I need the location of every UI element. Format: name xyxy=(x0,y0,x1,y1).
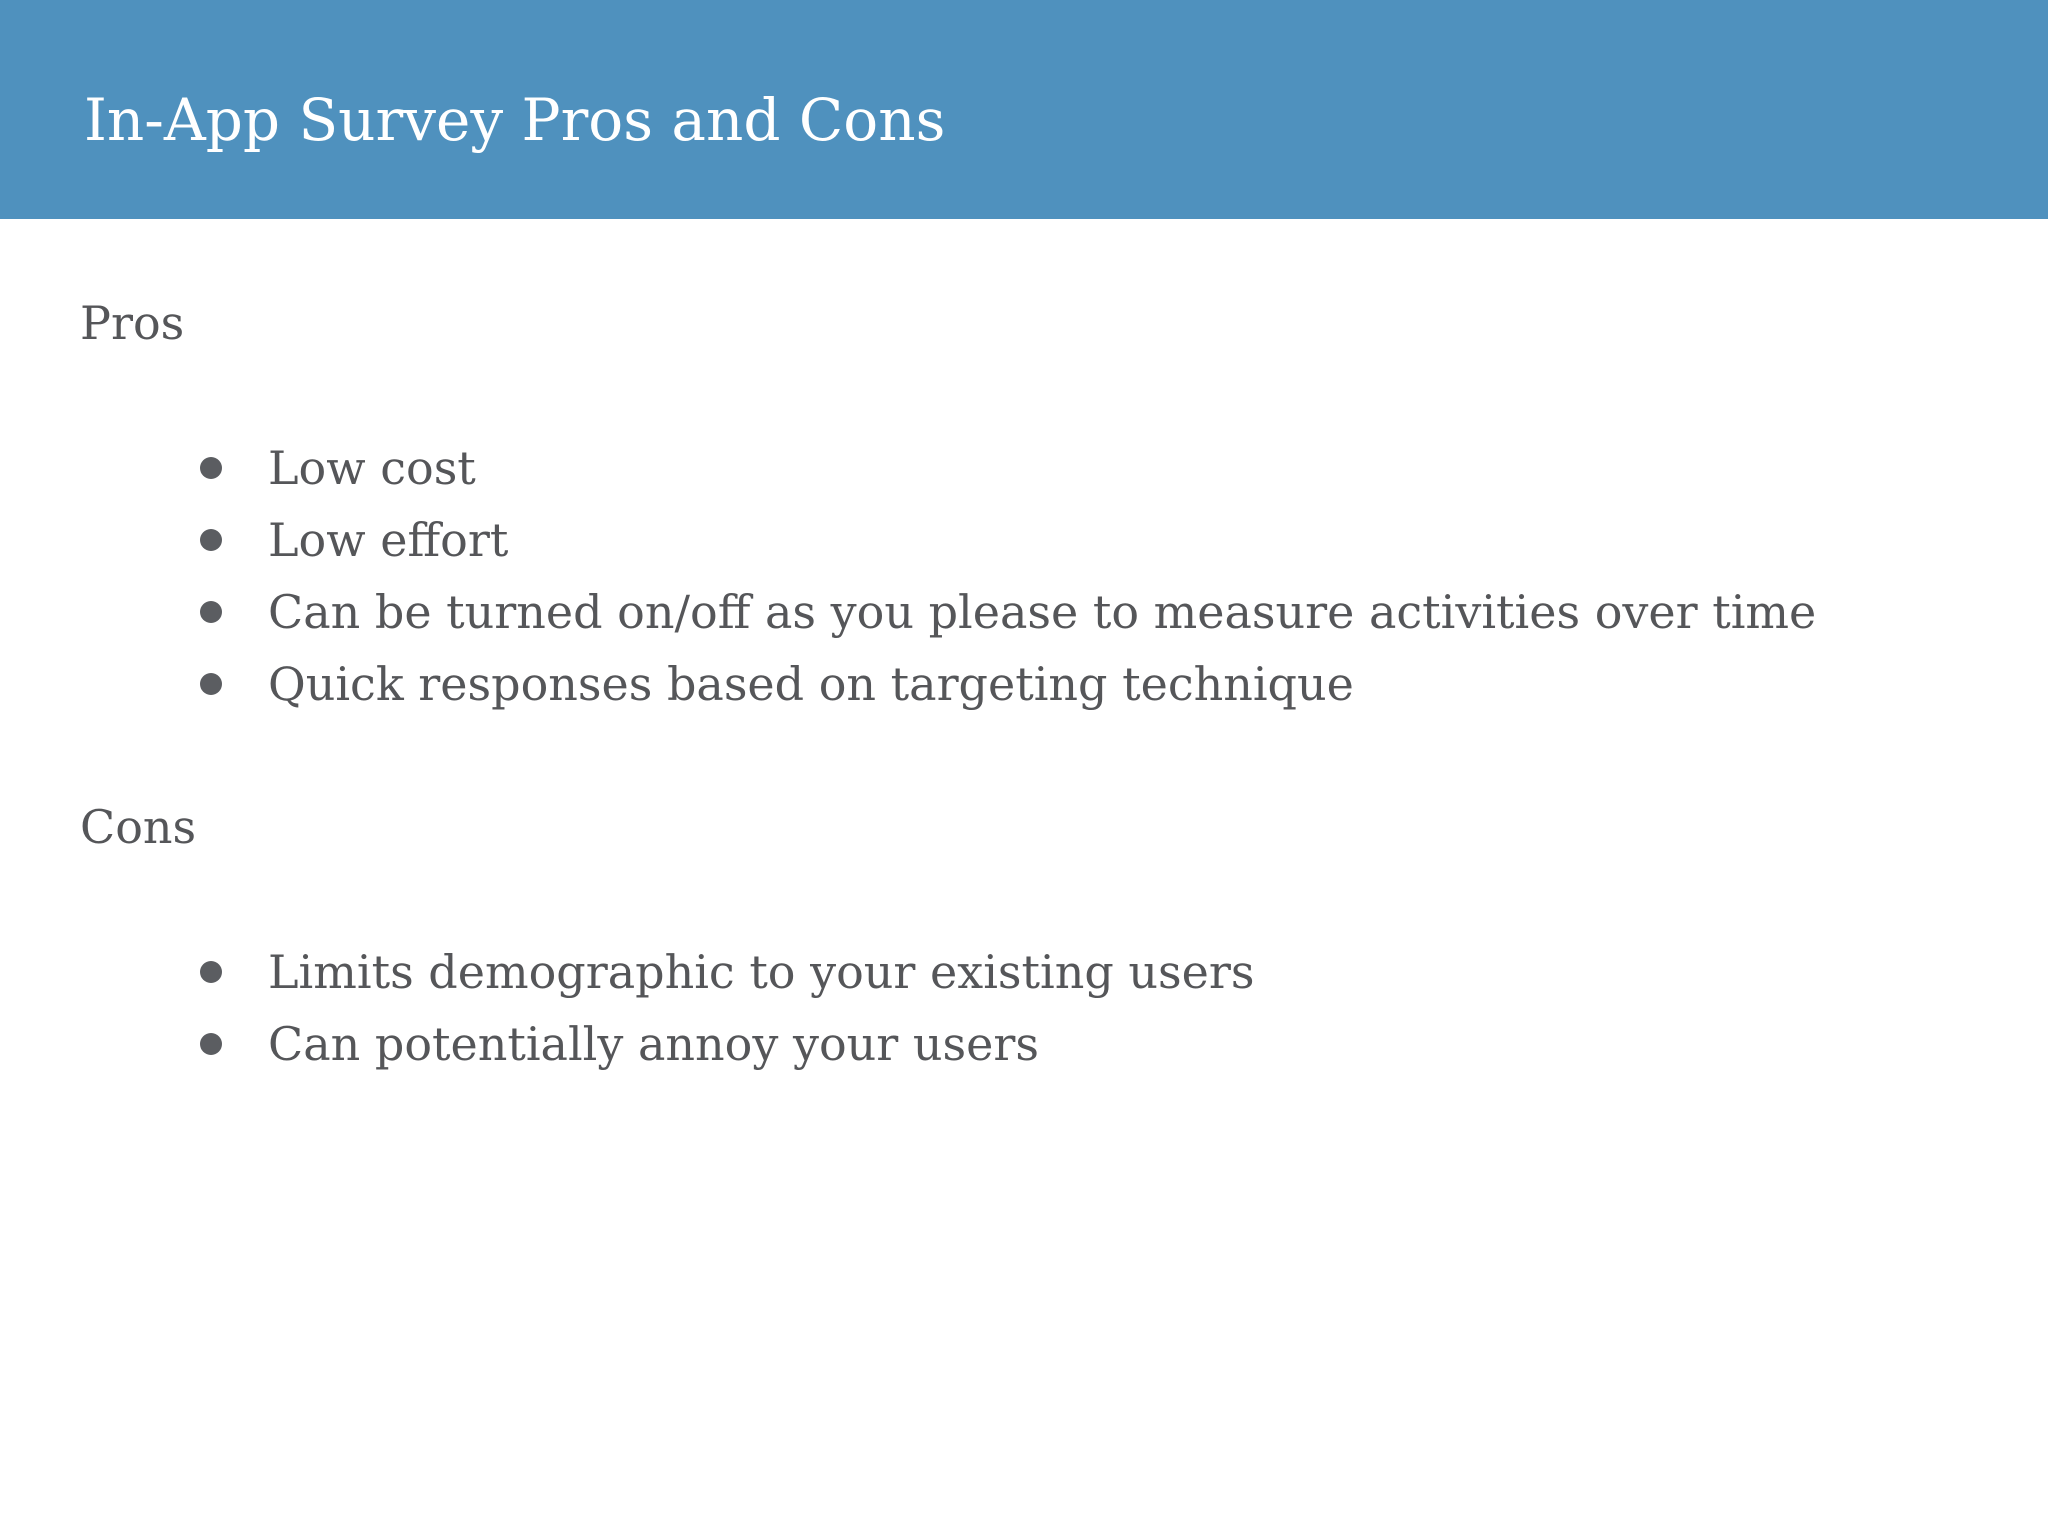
pros-item-text: Can be turned on/off as you please to measure activities over time xyxy=(268,585,1817,639)
pros-list-item xyxy=(200,576,1816,648)
bullet-icon xyxy=(200,601,222,623)
pros-item-text: Quick responses based on targeting technique xyxy=(268,657,1354,711)
pros-list xyxy=(200,432,1816,720)
slide-header xyxy=(0,0,2048,219)
cons-list xyxy=(200,936,1254,1080)
bullet-icon xyxy=(200,457,222,479)
pros-list-item xyxy=(200,648,1816,720)
cons-list-item xyxy=(200,936,1254,1008)
bullet-icon xyxy=(200,1033,222,1055)
pros-item-text: Low cost xyxy=(268,441,476,495)
slide-title: In-App Survey Pros and Cons xyxy=(84,86,946,154)
bullet-icon xyxy=(200,529,222,551)
pros-item-text: Low effort xyxy=(268,513,509,567)
pros-heading: Pros xyxy=(80,296,185,350)
cons-item-text: Can potentially annoy your users xyxy=(268,1017,1039,1071)
cons-item-text: Limits demographic to your existing users xyxy=(268,945,1255,999)
pros-list-item xyxy=(200,504,1816,576)
cons-heading: Cons xyxy=(80,800,197,854)
bullet-icon xyxy=(200,961,222,983)
bullet-icon xyxy=(200,673,222,695)
pros-list-item xyxy=(200,432,1816,504)
cons-list-item xyxy=(200,1008,1254,1080)
